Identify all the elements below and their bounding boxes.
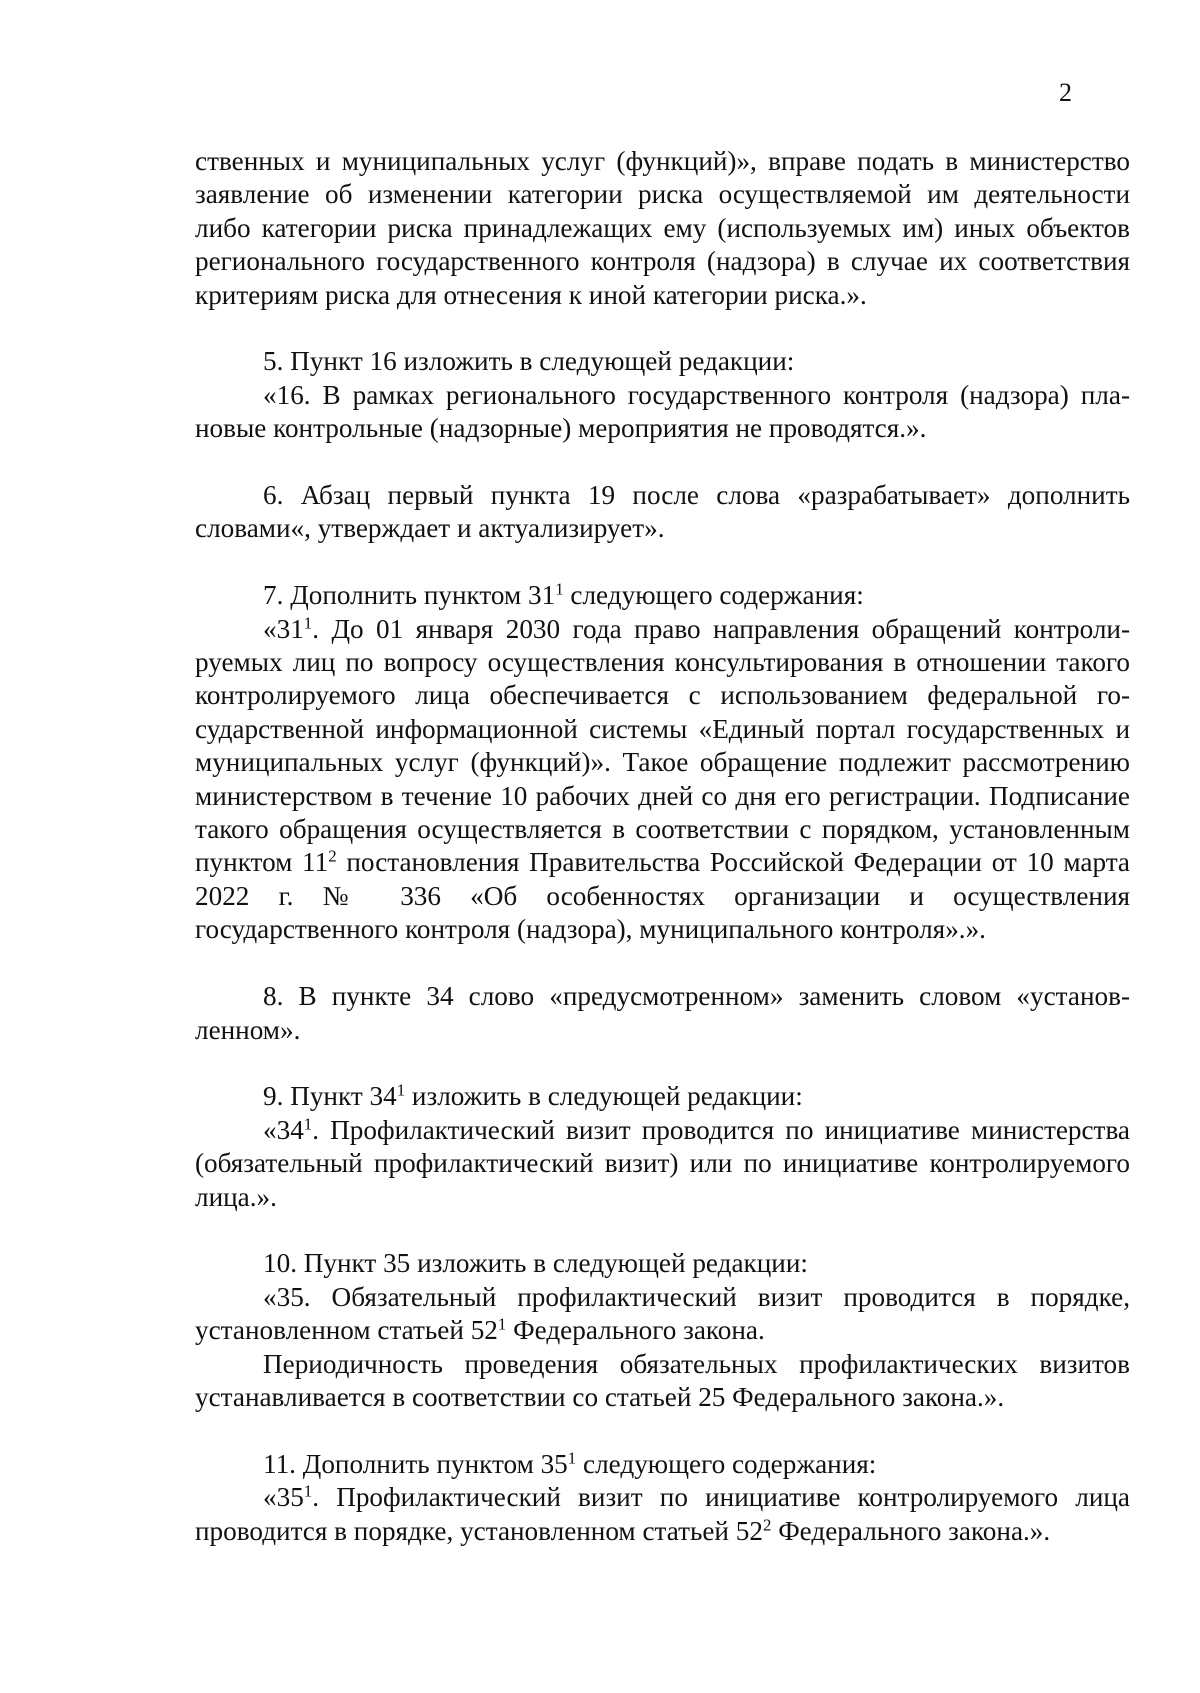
superscript: 1 xyxy=(303,613,313,633)
paragraph-item-9 xyxy=(195,1080,1130,1113)
paragraph-item-6 xyxy=(195,479,1130,546)
paragraph-text: следующего содержания: xyxy=(576,1448,877,1479)
paragraph-item-7 xyxy=(195,579,1130,612)
paragraph-text: . Профилактический визит по инициативе контролируемого лица проводится в порядке, установленном статьей 52 xyxy=(195,1482,1130,1546)
superscript: 2 xyxy=(328,847,337,867)
paragraph-item-10-text-2 xyxy=(195,1348,1130,1415)
paragraph-text: постановления Правительства Российской Федерации от 10 марта 2022 г. № 336 «Об особенностях организации и осуществления государственного контроля (надзора), муниципального контроля».». xyxy=(195,847,1130,945)
paragraph-item-7-text xyxy=(195,613,1130,947)
paragraph-text: 6. Абзац первый пункта 19 после слова «разрабатывает» дополнить словами«, утверждает и актуализирует». xyxy=(195,480,1130,544)
paragraph-text: следующего содержания: xyxy=(563,580,864,611)
paragraph-text: «35. Обязательный профилактический визит проводится в порядке, установленном статьей 52 xyxy=(195,1281,1130,1346)
paragraph-text: изложить в следующей редакции: xyxy=(405,1081,803,1112)
paragraph-text: 5. Пункт 16 изложить в следующей редакции: xyxy=(263,346,795,377)
paragraph-text: . Профилактический визит проводится по инициативе министерства (обязательный профилактический визит) или по инициативе контролируемого лица.». xyxy=(195,1114,1130,1212)
paragraph-item-5-text xyxy=(195,379,1130,446)
paragraph-item-11 xyxy=(195,1448,1130,1481)
superscript: 1 xyxy=(497,1314,507,1334)
paragraph-text: 9. Пункт 34 xyxy=(263,1081,397,1112)
paragraph-text: Периодичность проведения обязательных профилактических визитов устанавливается в соответствии со статьей 25 Федерального закона.». xyxy=(195,1348,1130,1412)
superscript: 1 xyxy=(555,579,564,599)
superscript: 2 xyxy=(762,1515,772,1535)
paragraph-item-11-text xyxy=(195,1481,1130,1548)
paragraph-text: «31 xyxy=(263,613,304,644)
paragraph-text: «35 xyxy=(263,1482,304,1513)
document-body xyxy=(195,145,1130,1548)
paragraph-item-8 xyxy=(195,980,1130,1047)
paragraph-text: «16. В рамках регионального государственного контроля (надзора) плановые контрольные (надзорные) мероприятия не проводятся.». xyxy=(195,379,1130,444)
superscript: 1 xyxy=(303,1481,313,1501)
paragraph-item-10 xyxy=(195,1247,1130,1280)
paragraph-text: 10. Пункт 35 изложить в следующей редакции: xyxy=(263,1248,808,1279)
paragraph-text: «34 xyxy=(263,1114,304,1145)
paragraph-continuation xyxy=(195,145,1130,312)
paragraph-text: Федерального закона.». xyxy=(771,1515,1051,1546)
paragraph-text: 8. В пункте 34 слово «предусмотренном» заменить словом «установленном». xyxy=(195,981,1130,1045)
paragraph-text: Федерального закона. xyxy=(506,1315,765,1346)
paragraph-text: ственных и муниципальных услуг (функций)», вправе подать в министерство заявление об изменении категории риска осуществляемой им деятельности либо категории риска принадлежащих ему (используемых им) иных объектов регионального государственного контроля (надзора) в случае их соответствия критериям риска для отнесения к иной категории риска.». xyxy=(195,146,1130,310)
paragraph-text: . До 01 января 2030 года право направления обращений контролируемых лиц по вопросу осуществления консультирования в отношении такого контролируемого лица обеспечивается с использованием федеральной государственной информационной системы «Единый портал государственных и муниципальных услуг (функций)». Такое обращение подлежит рассмотрению министерством в течение 10 рабочих дней со дня его регистрации. Подписание такого обращения осуществляется в соответствии с порядком, установленным пунктом 11 xyxy=(195,613,1130,878)
paragraph-item-5 xyxy=(195,345,1130,378)
superscript: 1 xyxy=(303,1114,313,1134)
paragraph-text: 7. Дополнить пунктом 31 xyxy=(263,580,556,611)
paragraph-item-10-text xyxy=(195,1281,1130,1348)
superscript: 1 xyxy=(396,1081,406,1101)
paragraph-item-9-text xyxy=(195,1114,1130,1214)
page-number: 2 xyxy=(1059,78,1072,107)
superscript: 1 xyxy=(567,1448,577,1468)
paragraph-text: 11. Дополнить пунктом 35 xyxy=(263,1448,568,1479)
